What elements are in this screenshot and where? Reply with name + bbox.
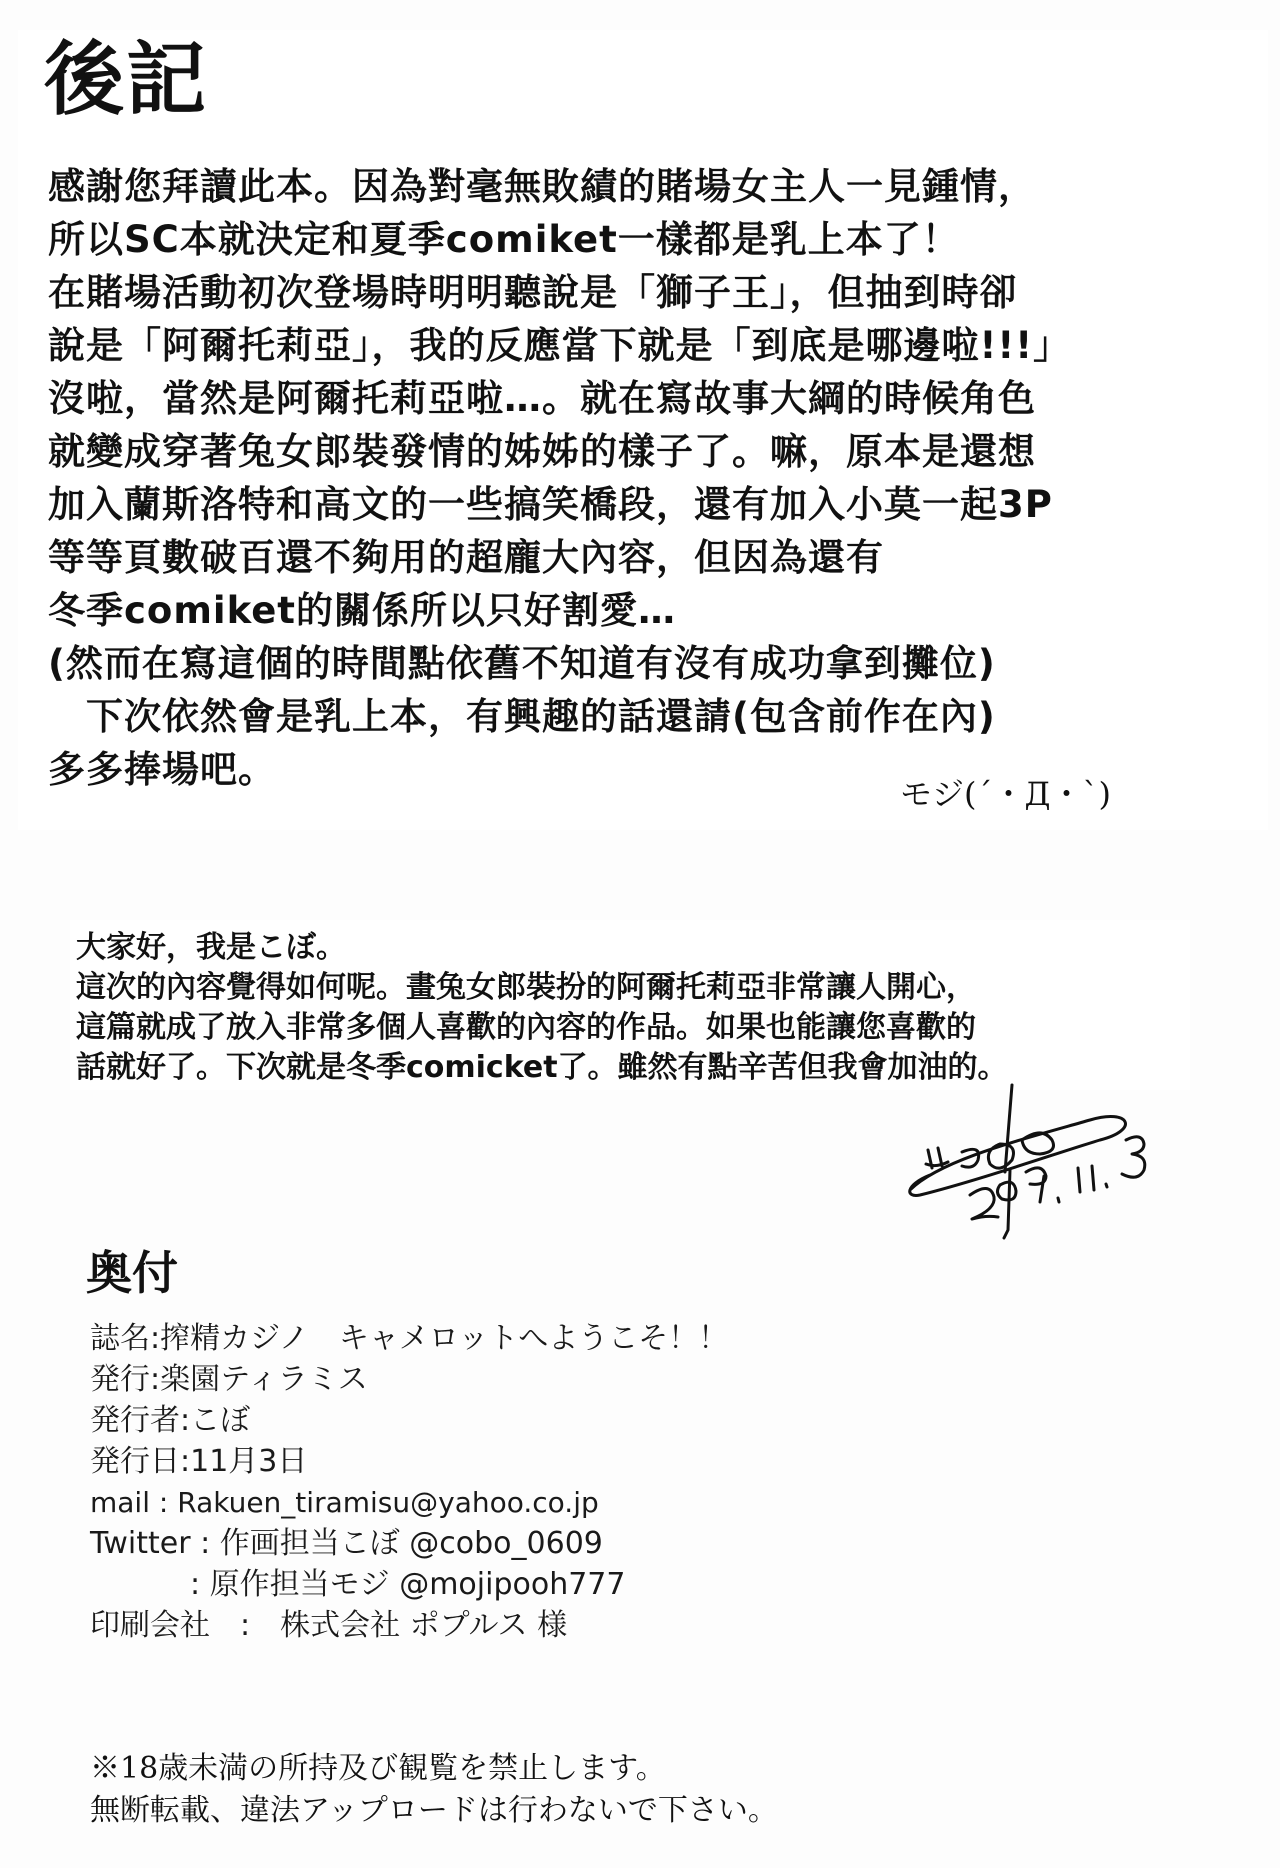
handwritten-signature <box>900 1080 1200 1260</box>
afterword-line: 下次依然會是乳上本，有興趣的話還請(包含前作在內) <box>48 695 996 738</box>
colophon-sep: : <box>190 1567 210 1602</box>
twitter-handle-artist[interactable]: 作画担当こぼ @cobo_0609 <box>219 1526 603 1561</box>
colophon-sep: : <box>180 1444 191 1479</box>
colophon-label: 発行者 <box>90 1403 180 1438</box>
afterword-line: 加入蘭斯洛特和高文的一些搞笑橋段，還有加入小莫一起3P <box>48 483 1053 526</box>
colophon-sep: : <box>150 1486 178 1519</box>
afterword-line: 說是「阿爾托莉亞」，我的反應當下就是「到底是哪邊啦!!!」 <box>48 324 1072 367</box>
age-restriction-notice: ※18歳未満の所持及び観覧を禁止します。 <box>90 1751 666 1786</box>
afterword-line: 沒啦，當然是阿爾托莉亞啦…。就在寫故事大綱的時候角色 <box>48 377 1036 420</box>
colophon-row-publisher <box>90 1359 990 1400</box>
colophon-label: Twitter <box>90 1526 191 1561</box>
afterword-line: 感謝您拜讀此本。因為對毫無敗績的賭場女主人一見鍾情， <box>48 165 1036 208</box>
afterword-line: (然而在寫這個的時間點依舊不知道有沒有成功拿到攤位) <box>48 642 996 685</box>
colophon-row-title <box>90 1318 990 1359</box>
colophon-heading: 奥付 <box>86 1246 178 1300</box>
colophon-label: 発行 <box>90 1362 150 1397</box>
colophon-sep: : <box>190 1526 220 1561</box>
colophon-label: 印刷会社 <box>90 1608 210 1643</box>
colophon-sep: : <box>150 1362 161 1397</box>
colophon-sep: : <box>150 1321 161 1356</box>
artist-note-line: 話就好了。下次就是冬季comicket了。雖然有點辛苦但我會加油的。 <box>76 1050 1008 1085</box>
afterword-paragraph <box>48 160 1268 796</box>
colophon-row-twitter-artist <box>90 1523 990 1564</box>
colophon-value: 11月3日 <box>190 1444 308 1479</box>
colophon-label: mail <box>90 1486 150 1519</box>
afterword-line: 冬季comiket的關係所以只好割愛… <box>48 589 676 632</box>
colophon-value: 株式会社 ポプルス 様 <box>280 1608 568 1643</box>
afterword-line: 在賭場活動初次登場時明明聽說是「獅子王」，但抽到時卻 <box>48 271 1018 314</box>
afterword-line: 就變成穿著兔女郎裝發情的姊姊的樣子了。嘛，原本是還想 <box>48 430 1036 473</box>
colophon-value: こぼ <box>190 1403 251 1438</box>
colophon-row-mail <box>90 1482 990 1523</box>
artist-note <box>76 928 1216 1088</box>
signature-scribble-icon <box>900 1080 1200 1260</box>
artist-note-line: 大家好，我是こぼ。 <box>76 930 346 965</box>
artist-note-line: 這次的內容覺得如何呢。畫兔女郎裝扮的阿爾托莉亞非常讓人開心， <box>76 970 976 1005</box>
afterword-heading: 後記 <box>44 33 208 126</box>
colophon-sep: : <box>210 1608 281 1643</box>
no-reupload-notice: 無断転載、違法アップロードは行わないで下さい。 <box>90 1793 778 1828</box>
legal-notice <box>90 1748 1090 1832</box>
colophon-value: 楽園ティラミス <box>160 1362 368 1397</box>
colophon-sep: : <box>180 1403 191 1438</box>
colophon-label: 発行日 <box>90 1444 180 1479</box>
colophon-label: 誌名 <box>90 1321 150 1356</box>
afterword-line: 多多捧場吧。 <box>48 748 276 791</box>
colophon-row-issuer <box>90 1400 990 1441</box>
email-link[interactable]: Rakuen_tiramisu@yahoo.co.jp <box>177 1486 599 1519</box>
colophon-row-date <box>90 1441 990 1482</box>
colophon-value: 搾精カジノ キャメロットへようこそ！！ <box>160 1321 729 1356</box>
artist-note-line: 這篇就成了放入非常多個人喜歡的內容的作品。如果也能讓您喜歡的 <box>76 1010 976 1045</box>
afterword-line: 所以SC本就決定和夏季comiket一樣都是乳上本了！ <box>48 218 960 261</box>
author-signoff: モジ(´・Д・`) <box>900 775 1111 813</box>
colophon-row-printer <box>90 1605 990 1646</box>
twitter-handle-writer[interactable]: 原作担当モジ @mojipooh777 <box>209 1567 626 1602</box>
afterword-line: 等等頁數破百還不夠用的超龐大內容，但因為還有 <box>48 536 884 579</box>
colophon-row-twitter-writer <box>90 1564 990 1605</box>
colophon-list <box>90 1318 990 1646</box>
